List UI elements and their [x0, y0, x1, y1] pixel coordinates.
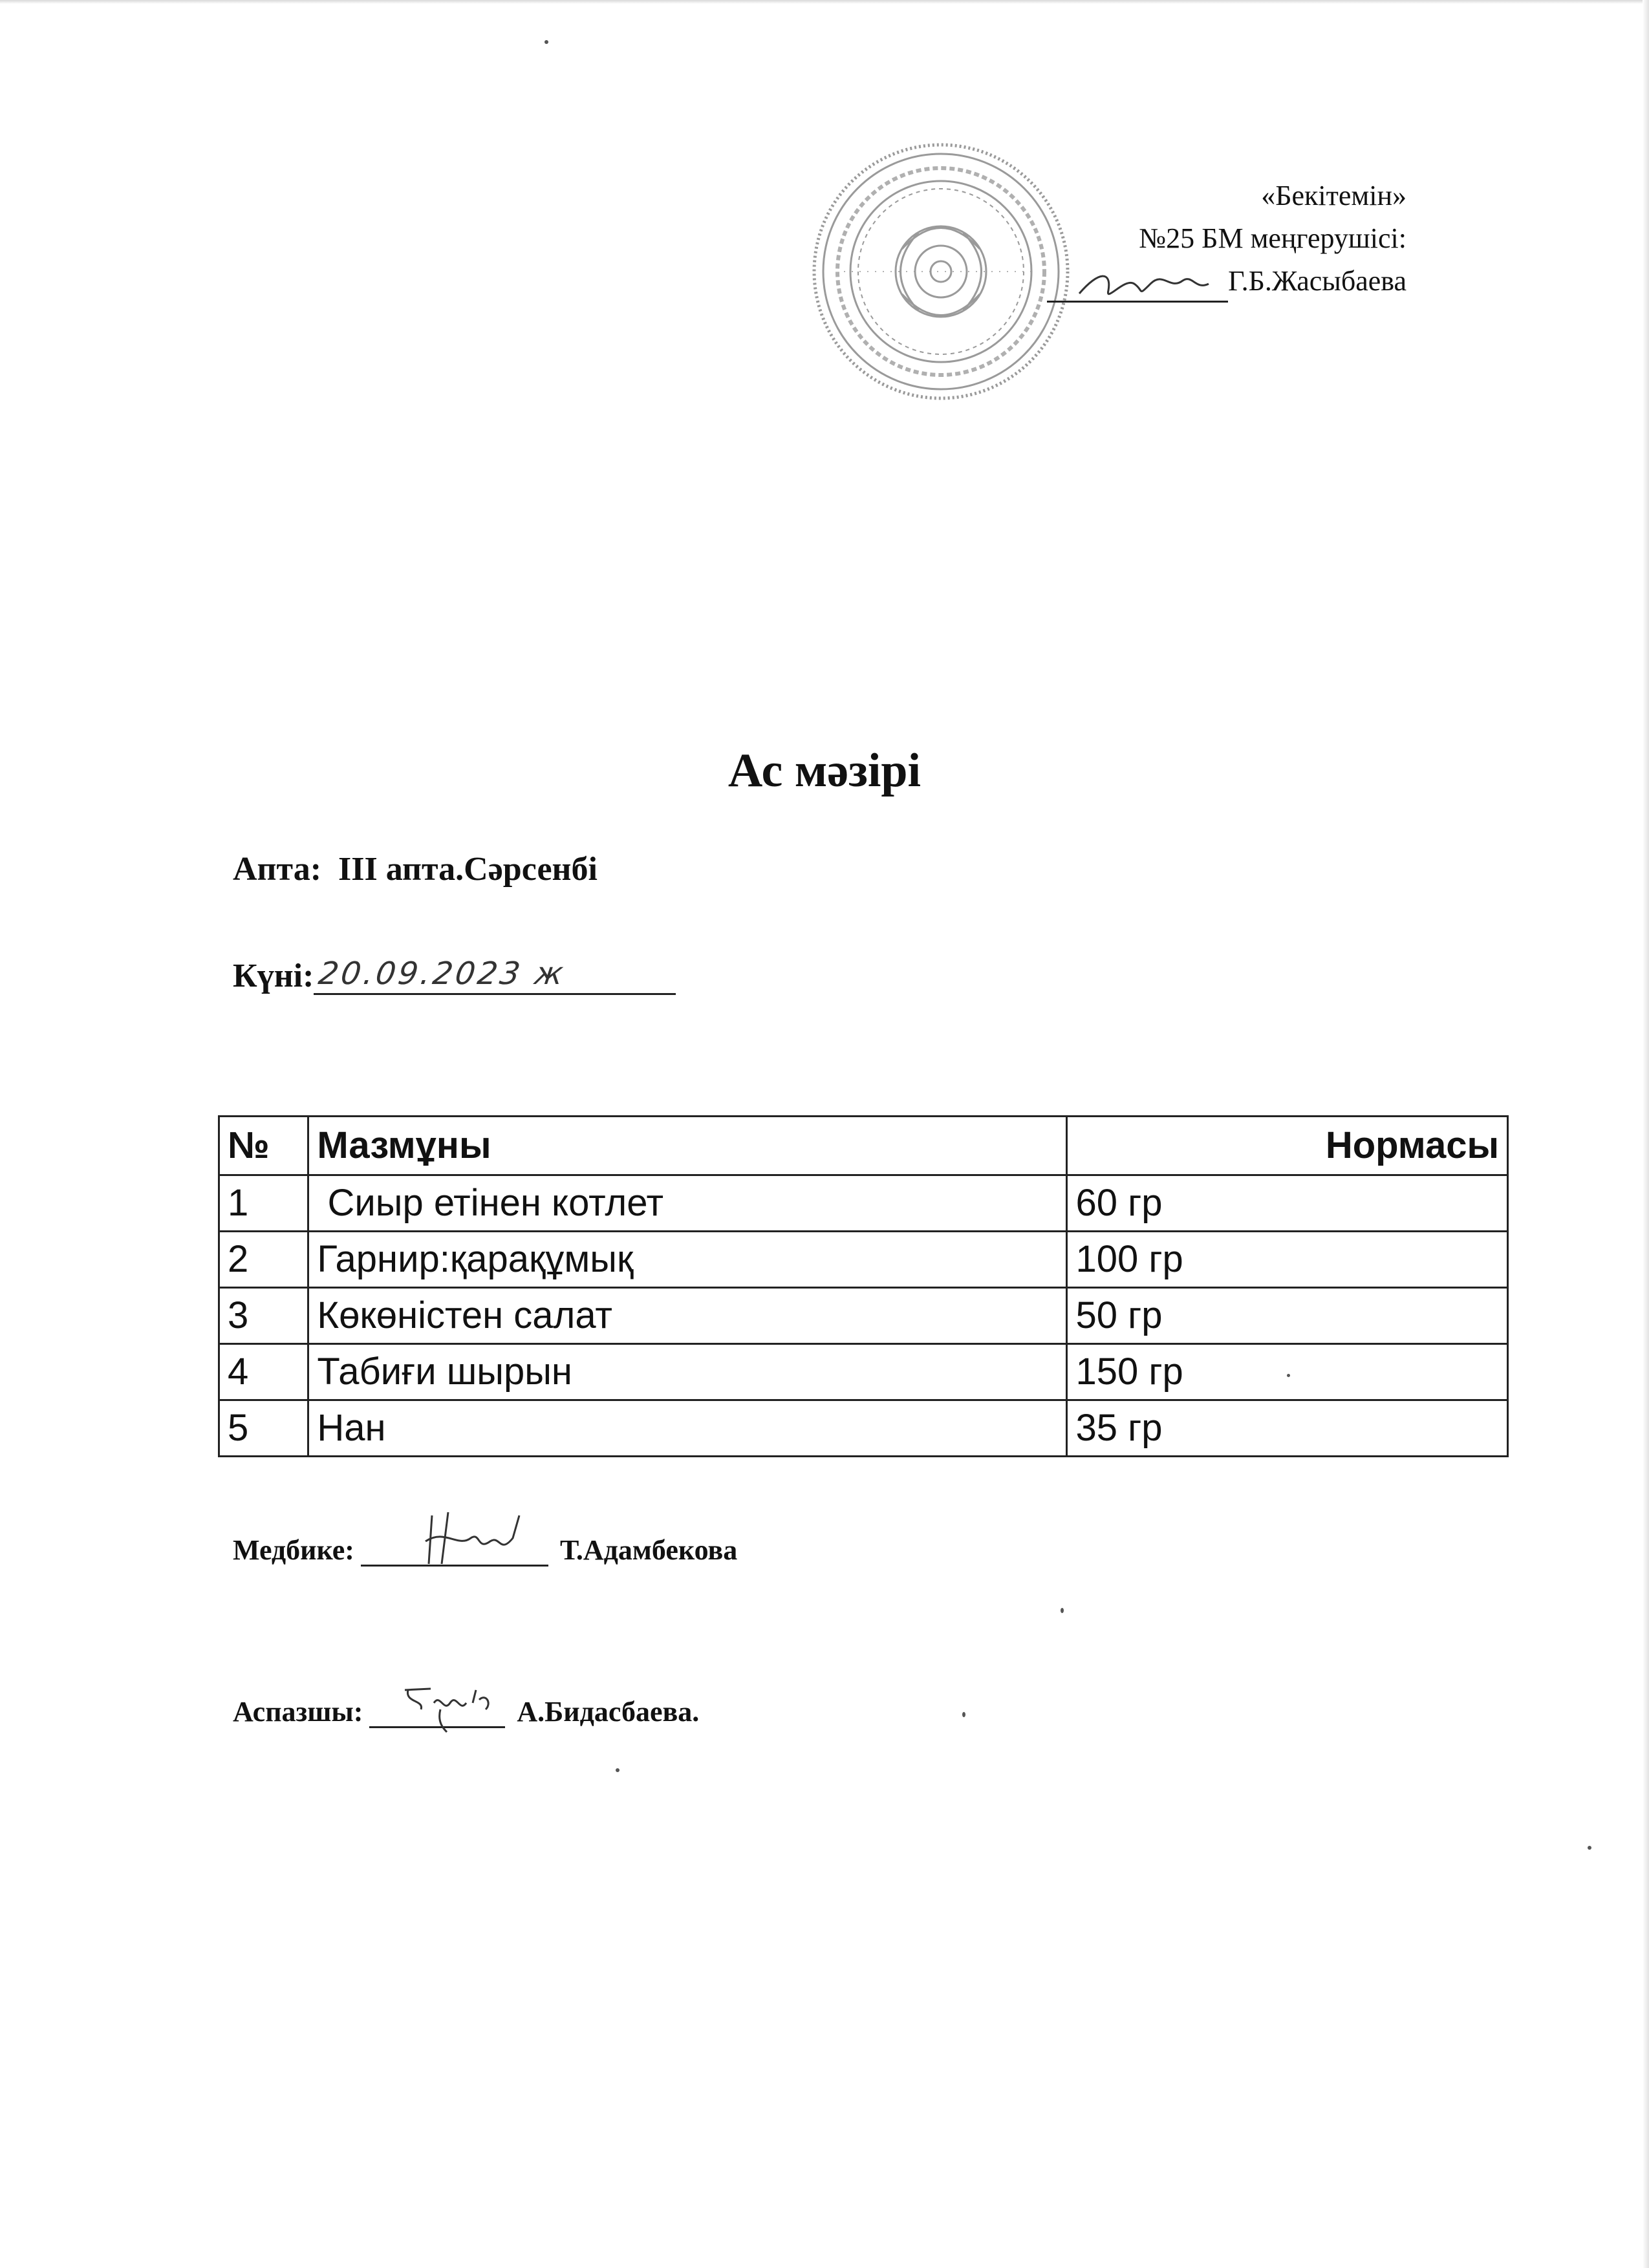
scan-speck: [1588, 1846, 1591, 1850]
approver-position: №25 БМ меңгерушісі:: [1139, 222, 1406, 254]
nurse-signature-line: [361, 1532, 548, 1567]
row-norm: 150 гр: [1067, 1344, 1508, 1400]
row-number: 2: [219, 1232, 308, 1288]
nurse-label: Медбике:: [233, 1534, 354, 1566]
cook-label: Аспазшы:: [233, 1696, 363, 1728]
week-label: Апта:: [233, 851, 322, 888]
scan-edge-right: [1643, 0, 1649, 2268]
date-handwritten-value: 20.09.2023 ж: [316, 956, 568, 992]
approver-signature-line: [1047, 268, 1228, 303]
row-number: 3: [219, 1288, 308, 1344]
table-header-row: [219, 1117, 1508, 1175]
scan-speck: [616, 1768, 620, 1772]
scan-speck: [962, 1712, 965, 1717]
table-row: [219, 1232, 1508, 1288]
nurse-name: Т.Адамбекова: [559, 1534, 738, 1566]
handwritten-signature-icon: [1073, 264, 1254, 303]
handwritten-signature-icon: [361, 1503, 548, 1574]
nurse-signature-row: [233, 1532, 737, 1567]
table-row: [219, 1400, 1508, 1457]
menu-table: [218, 1115, 1509, 1457]
approval-block: [1047, 175, 1406, 303]
week-value: ІІІ апта.Сәрсенбі: [338, 851, 598, 888]
cook-signature-line: [369, 1694, 505, 1728]
page-title: Ас мәзірі: [727, 744, 921, 797]
scan-speck: [1061, 1608, 1064, 1613]
cook-name: А.Бидасбаева.: [517, 1696, 700, 1728]
cook-signature-row: [233, 1694, 699, 1728]
row-norm: 50 гр: [1067, 1288, 1508, 1344]
scan-speck: [544, 40, 548, 44]
date-label: Күні:: [233, 957, 314, 994]
table-row: [219, 1175, 1508, 1232]
date-row: [233, 956, 676, 995]
approver-name: Г.Б.Жасыбаева: [1228, 265, 1406, 297]
row-number: 1: [219, 1175, 308, 1232]
row-number: 5: [219, 1400, 308, 1457]
row-dish: Табиғи шырын: [308, 1344, 1067, 1400]
week-row: [233, 850, 598, 888]
row-norm: 35 гр: [1067, 1400, 1508, 1457]
approver-signature-row: [1047, 260, 1406, 303]
official-stamp-icon: [805, 136, 1077, 407]
row-dish: Гарнир:қарақұмық: [308, 1232, 1067, 1288]
row-number: 4: [219, 1344, 308, 1400]
scan-edge-top: [0, 0, 1649, 4]
row-norm: 100 гр: [1067, 1232, 1508, 1288]
header-content: Мазмұны: [308, 1117, 1067, 1175]
header-norm: Нормасы: [1067, 1117, 1508, 1175]
approval-heading: «Бекітемін»: [1261, 180, 1406, 211]
handwritten-signature-icon: [369, 1664, 505, 1735]
date-line: [314, 956, 676, 995]
header-number: №: [219, 1117, 308, 1175]
row-dish: Нан: [308, 1400, 1067, 1457]
row-norm: 60 гр: [1067, 1175, 1508, 1232]
row-dish: Көкөністен салат: [308, 1288, 1067, 1344]
row-dish: Сиыр етінен котлет: [308, 1175, 1067, 1232]
table-row: [219, 1344, 1508, 1400]
table-row: [219, 1288, 1508, 1344]
